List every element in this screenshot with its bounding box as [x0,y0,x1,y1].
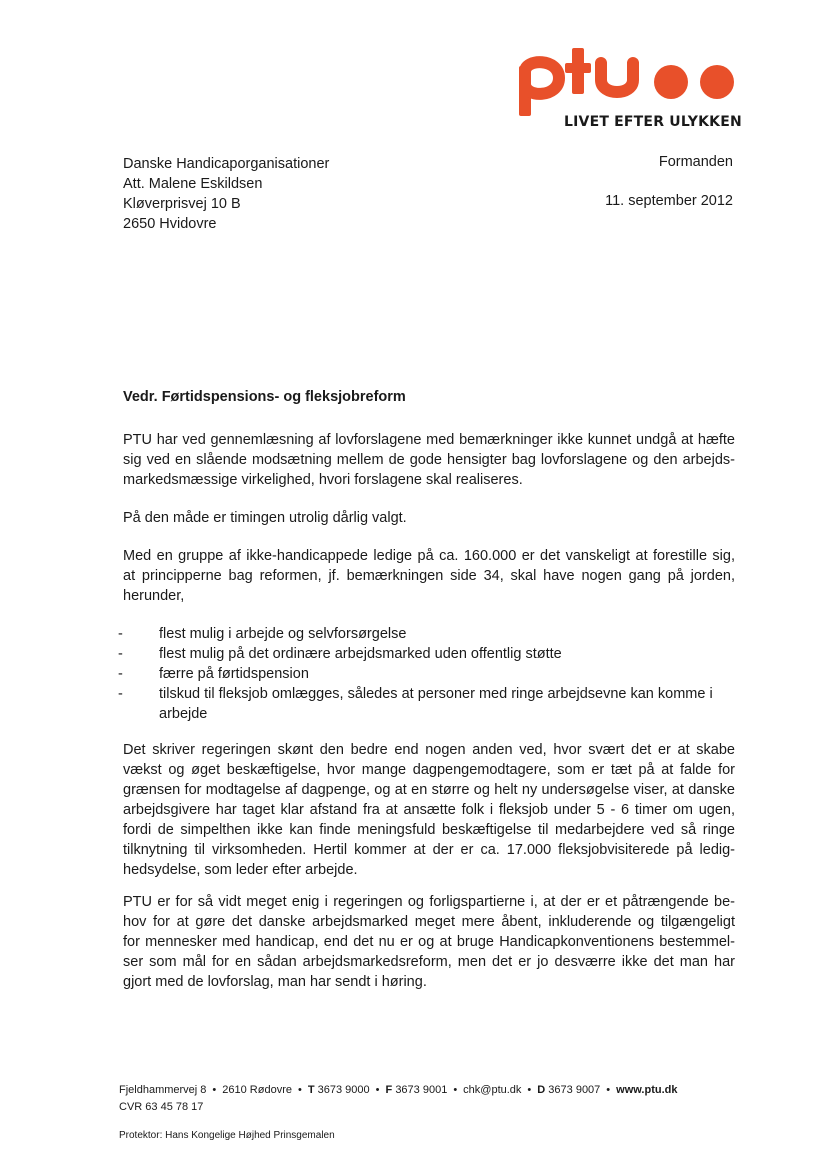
bullet-dash: - [118,646,123,662]
footer-fax: 3673 9001 [395,1084,448,1096]
footer-cvr: CVR 63 45 78 17 [119,1101,204,1113]
paragraph-5 [123,892,735,992]
recipient-address [123,154,329,234]
sender-role: Formanden [658,154,733,170]
text-line: vækst og øget beskæftigelse, hvor mange dagpengemodtagere, som er tæt på at falde for [123,762,735,778]
list-item [118,664,738,684]
footer-separator: • [606,1084,611,1096]
text-line: hedsydelse, som leder efter arbejde. [123,862,358,878]
text-line: hov for at gøre det danske arbejdsmarked meget mere åbent, inkluderende og tilgængeligt [123,914,735,930]
recipient-line: Kløverprisvej 10 B [123,196,241,212]
bullet-list [118,624,738,724]
paragraph-1 [123,430,735,490]
footer-separator: • [453,1084,458,1096]
footer-email-link[interactable]: chk@ptu.dk [463,1084,522,1096]
text-line: herunder, [123,588,185,604]
footer-direct: 3673 9007 [548,1084,601,1096]
footer-separator: • [375,1084,380,1096]
text-line: sig ved en slående modsætning mellem de gode hensigter bag lovforslagene og den arbejds- [123,452,735,468]
bullet-dash: - [118,626,123,642]
list-item-text: flest mulig i arbejde og selvforsørgelse [159,626,407,642]
text-line: På den måde er timingen utrolig dårlig valgt. [123,510,407,526]
letter-date: 11. september 2012 [605,193,733,209]
text-line: grænsen for modtagelse af dagpenge, og at en større og helt ny undersøgelse viser, at danske [123,782,735,798]
logo-tagline: LIVET EFTER ULYKKEN [564,114,742,130]
footer-phone-prefix: T [307,1084,315,1096]
ptu-logo-mark [515,44,741,118]
text-line: arbejdsgivere har taget klar afstand fra at ansætte folk i fleksjob under 5 - 6 timer om ugen, [123,802,735,818]
text-line: Det skriver regeringen skønt den bedre end nogen anden ved, hvor svært det er at skabe [123,742,735,758]
paragraph-3 [123,546,735,606]
text-line: Med en gruppe af ikke-handicappede ledige på ca. 160.000 er det vanskeligt at forestille sig, [123,548,735,564]
list-item [118,624,738,644]
footer-address: Fjeldhammervej 8 [119,1084,207,1096]
footer-phone: 3673 9000 [317,1084,370,1096]
footer-fax-prefix: F [385,1084,393,1096]
recipient-line: 2650 Hvidovre [123,216,217,232]
bullet-dash: - [118,666,123,682]
footer-direct-prefix: D [537,1084,546,1096]
text-line: at principperne bag reformen, jf. bemærkningen side 34, skal have nogen gang på jorden, [123,568,735,584]
list-item [118,644,738,664]
paragraph-2 [123,508,735,528]
text-line: PTU har ved gennemlæsning af lovforslagene med bemærkninger ikke kunnet undgå at hæfte [123,432,735,448]
text-line: ser som mål for en sådan arbejdsmarkedsreform, men det er jo desværre ikke det man har [123,954,735,970]
text-line: gjort med de lovforslag, man har sendt i høring. [123,974,427,990]
recipient-line: Att. Malene Eskildsen [123,176,263,192]
text-line: for mennesker med handicap, end det nu er og at bruge Handicapkonventionens bestemmel- [123,934,735,950]
text-line: fordi de simpelthen ikke kan finde meningsfuld beskæftigelse til medarbejdere ved så ringe [123,822,735,838]
list-item [118,684,738,724]
footer-separator: • [527,1084,532,1096]
recipient-line: Danske Handicaporganisationer [123,156,330,172]
letterhead-footer [119,1082,677,1116]
text-line: PTU er for så vidt meget enig i regeringen og forligspartierne i, at der er et påtrængende be- [123,894,735,910]
list-item-text: færre på førtidspension [159,666,309,682]
footer-contact-line [119,1082,677,1099]
footer-separator: • [298,1084,302,1096]
paragraph-4 [123,740,735,880]
bullet-dash: - [118,686,123,702]
footer-separator: • [212,1084,217,1096]
footer-protector: Protektor: Hans Kongelige Højhed Prinsgemalen [119,1130,335,1141]
text-line: tilknytning til virksomheden. Hertil kommer at der er ca. 17.000 fleksjobvisiterede på ledig- [123,842,735,858]
text-line: markedsmæssige virkelighed, hvori forslagene skal realiseres. [123,472,523,488]
letter-subject: Vedr. Førtidspensions- og fleksjobreform [123,389,406,405]
ptu-logo [515,44,741,134]
footer-city: 2610 Rødovre [222,1084,292,1096]
list-item-text: tilskud til fleksjob omlægges, således at personer med ringe arbejdsevne kan komme i arbejde [159,686,713,722]
list-item-text: flest mulig på det ordinære arbejdsmarked uden offentlig støtte [159,646,562,662]
footer-website-link[interactable]: www.ptu.dk [616,1084,678,1096]
